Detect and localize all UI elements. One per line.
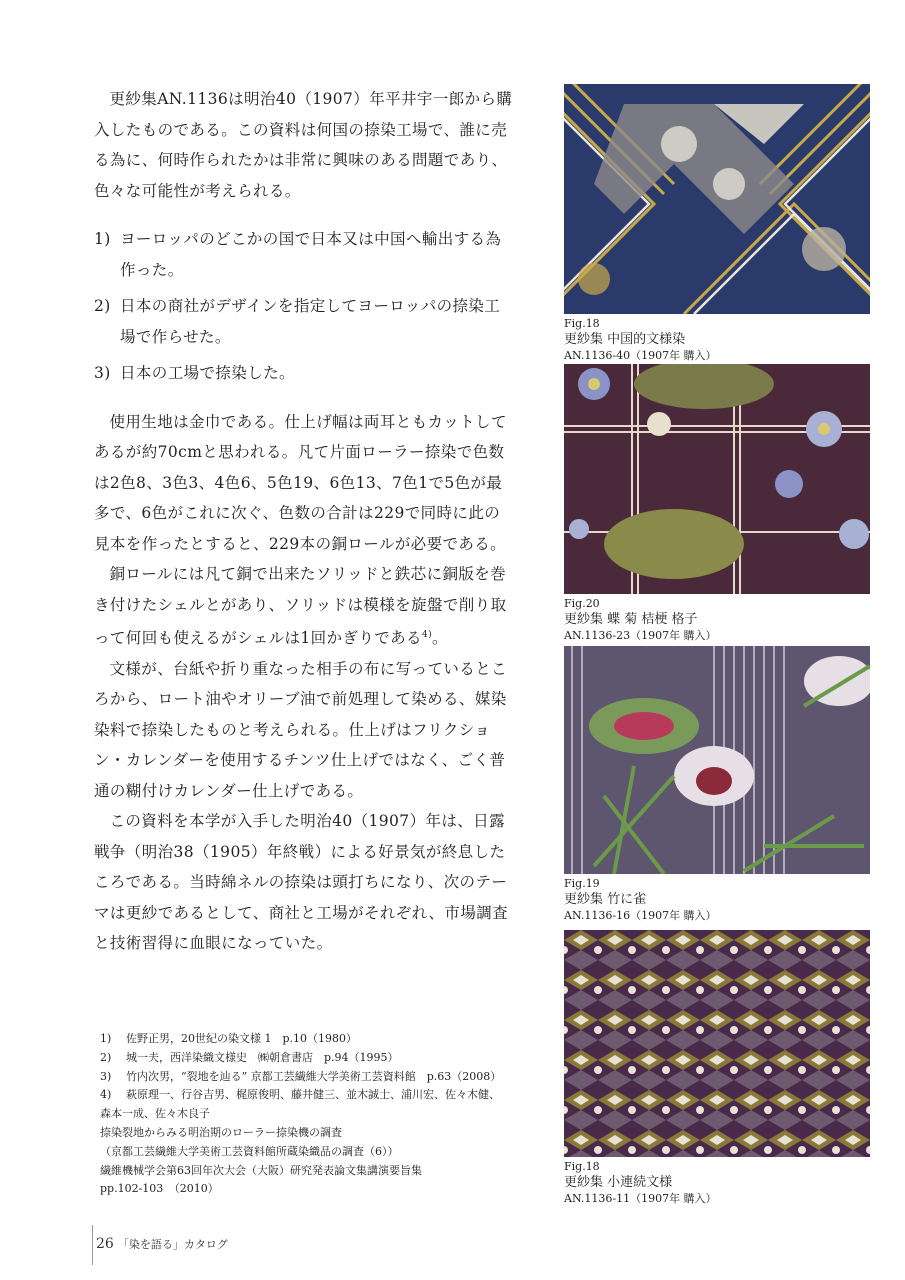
footnote-line: 繊維機械学会第63回年次大会（大阪）研究発表論文集講演要旨集 (100, 1163, 422, 1177)
figure-chinese-pattern (564, 84, 870, 363)
textile-image (564, 364, 870, 594)
figure-caption: Fig.19 更紗集 竹に雀 AN.1136-16（1907年 購入） (564, 877, 717, 922)
dye-paragraph: 文様が、台紙や折り重なった相手の布に写っているところから、ロート油やオリーブ油で前処理して染める、媒染染料で捺染したものと考えられる。仕上げはフリクション・カレンダーを使用するチンツ仕上げではなく、ごく普通の糊付けカレンダー仕上げである。 (94, 659, 508, 800)
footnote-line: 森本一成、佐々木良子 (100, 1107, 210, 1121)
history-paragraph: この資料を本学が入手した明治40（1907）年は、日露戦争（明治38（1905）年終戦）による好景気が終息したころである。当時綿ネルの捺染は頭打ちになり、次のテーマは更紗であるとして、商社と工場がそれぞれ、市場調査と技術習得に血眼になっていた。 (94, 812, 509, 953)
fabric-paragraph: 使用生地は金巾である。仕上げ幅は両耳ともカットしてあるが約70cmと思われる。凡て片面ローラー捺染で色数は2色8、3色3、4色6、5色19、6色13、7色1で5色が最多で、6色がこれに次ぐ、色数の合計は229で同時に此の見本を作ったとすると、229本の銅ロールが必要である。 (94, 412, 507, 553)
list-item: 3) 日本の工場で捺染した。 (94, 364, 295, 382)
footnote: 2) 城一夫，西洋染織文様史 ㈱朝倉書店 p.94（1995） (100, 1050, 399, 1064)
footnote: 3) 竹内次男，“裂地を辿る” 京都工芸繊維大学美術工芸資料館 p.63（2008） (100, 1069, 502, 1083)
page-footer (96, 1236, 228, 1252)
footnote: 1) 佐野正男，20世紀の染文様 1 p.10（1980） (100, 1032, 358, 1045)
figure-bamboo-sparrow (564, 646, 870, 923)
list-item: 1) ヨーロッパのどこかの国で日本又は中国へ輸出する為作った。 (94, 230, 502, 279)
footer-rule (92, 1225, 93, 1265)
footnote-line: pp.102-103 （2010） (100, 1182, 219, 1196)
list-item: 2) 日本の商社がデザインを指定してヨーロッパの捺染工場で作らせた。 (94, 297, 501, 346)
footnotes (100, 1030, 530, 1199)
textile-image (564, 930, 870, 1157)
footnote-line: （京都工芸繊維大学美術工芸資料館所蔵染織品の調査（6）） (100, 1144, 399, 1158)
intro-paragraph: 更紗集AN.1136は明治40（1907）年平井宇一郎から購入したものである。この資料は何国の捺染工場で、誰に売る為に、何時作られたかは非常に興味のある問題であり、色々な可能性が考えられる。 (94, 90, 513, 200)
figure-caption: Fig.18 更紗集 小連続文様 AN.1136-11（1907年 購入） (564, 1160, 717, 1205)
page-number: 26 (96, 1236, 114, 1252)
textile-image (564, 84, 870, 314)
figure-caption: Fig.20 更紗集 蝶 菊 桔梗 格子 AN.1136-23（1907年 購入） (564, 597, 717, 642)
footnote-ref: 4) (421, 630, 432, 640)
footnote: 4) 萩原理一、行谷吉男、梶原俊明、藤井健三、並木誠士、浦川宏、佐々木健、 (100, 1088, 500, 1102)
textile-image (564, 646, 870, 874)
roll-paragraph: 銅ロールには凡て銅で出来たソリッドと鉄芯に銅版を巻き付けたシェルとがあり、ソリッドは模様を旋盤で削り取って何回も使えるがシェルは1回かぎりである$^{4)}$。 (94, 565, 507, 648)
figure-repeat-pattern (564, 930, 870, 1206)
footnote-line: 捺染裂地からみる明治期のローラー捺染機の調査 (100, 1125, 342, 1139)
figure-butterfly-chrysanthemum (564, 364, 870, 643)
main-text-column (94, 84, 514, 959)
catalog-name: 「染を語る」カタログ (117, 1238, 228, 1251)
figure-caption: Fig.18 更紗集 中国的文様染 AN.1136-40（1907年 購入） (564, 317, 717, 362)
possibility-list (94, 224, 514, 389)
